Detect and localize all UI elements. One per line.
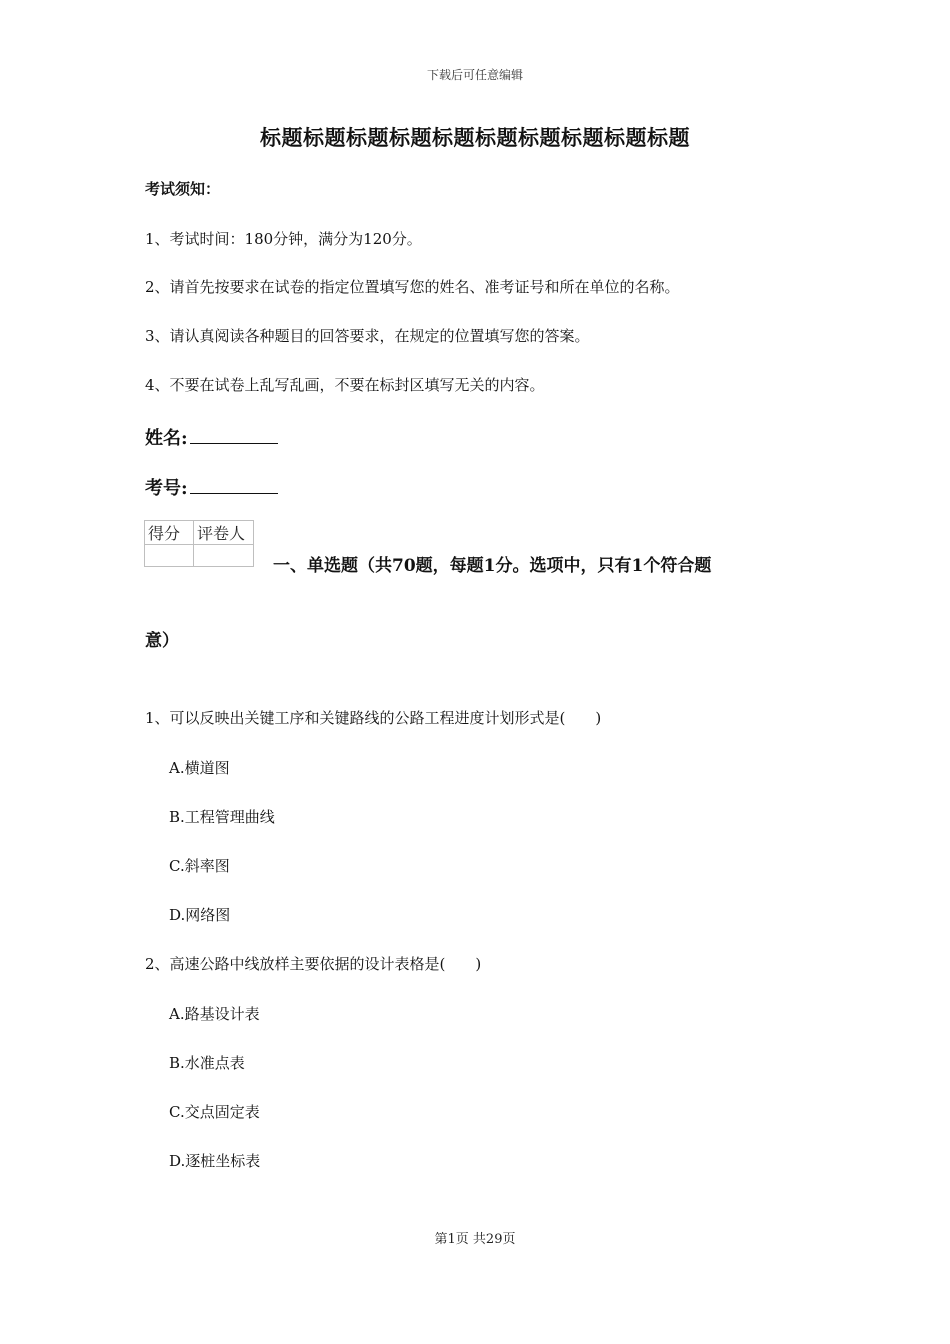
id-label: 考号:	[145, 478, 188, 499]
document-title: 标题标题标题标题标题标题标题标题标题标题	[260, 125, 690, 150]
question-stem: 1、可以反映出关键工序和关键路线的公路工程进度计划形式是( )	[145, 709, 602, 727]
question-option: B.工程管理曲线	[169, 808, 275, 826]
page-footer: 第1页 共29页	[434, 1232, 516, 1247]
header-note: 下载后可任意编辑	[426, 68, 523, 82]
question-option: A.横道图	[169, 759, 230, 777]
id-field	[145, 474, 278, 500]
notice-item: 4、不要在试卷上乱写乱画，不要在标封区填写无关的内容。	[145, 376, 545, 394]
notice-heading: 考试须知：	[145, 180, 221, 198]
grader-cell[interactable]	[194, 545, 254, 567]
name-label: 姓名:	[145, 428, 188, 449]
question-option: D.逐桩坐标表	[169, 1152, 261, 1170]
section-title-continued: 意）	[145, 631, 179, 651]
name-blank[interactable]	[190, 425, 278, 444]
score-table	[144, 520, 254, 567]
question-option: B.水准点表	[169, 1054, 245, 1072]
question-option: D.网络图	[169, 906, 231, 924]
question-stem: 2、高速公路中线放样主要依据的设计表格是( )	[145, 955, 482, 973]
id-blank[interactable]	[190, 475, 278, 494]
notice-item: 3、请认真阅读各种题目的回答要求，在规定的位置填写您的答案。	[145, 327, 590, 345]
notice-item: 1、考试时间：180分钟，满分为120分。	[145, 230, 422, 248]
name-field	[145, 424, 278, 450]
score-header: 得分	[145, 521, 194, 545]
score-cell[interactable]	[145, 545, 194, 567]
question-option: C.斜率图	[169, 857, 230, 875]
question-option: C.交点固定表	[169, 1103, 260, 1121]
section-title: 一、单选题（共70题，每题1分。选项中，只有1个符合题	[273, 556, 712, 576]
notice-item: 2、请首先按要求在试卷的指定位置填写您的姓名、准考证号和所在单位的名称。	[145, 278, 680, 296]
grader-header: 评卷人	[194, 521, 254, 545]
question-option: A.路基设计表	[169, 1005, 260, 1023]
